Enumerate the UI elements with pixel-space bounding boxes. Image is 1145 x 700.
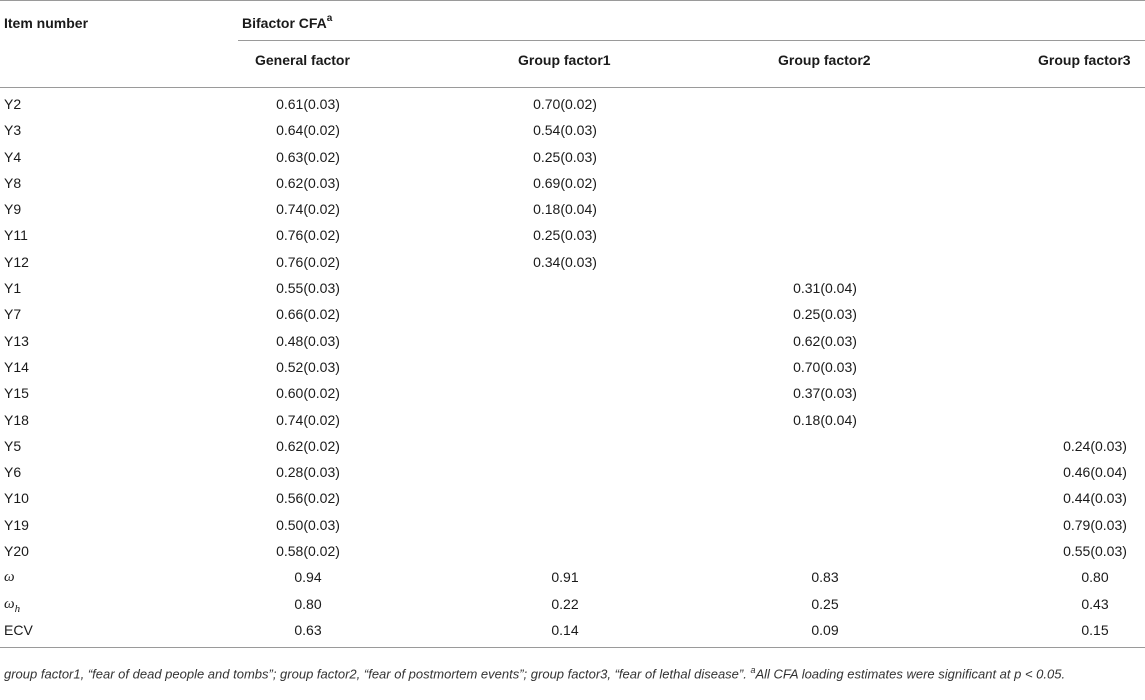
table-row [0, 485, 1145, 511]
col-header-group-factor3: Group factor3 [1038, 52, 1131, 68]
loading-cell: 0.37(0.03) [793, 385, 857, 402]
loading-cell: 0.74(0.02) [276, 411, 340, 428]
group-header-rule [238, 40, 1145, 41]
item-number-header: Item number [4, 15, 89, 31]
item-label: Y2 [4, 96, 22, 112]
loading-cell: 0.56(0.02) [276, 490, 340, 507]
summary-value: 0.25 [811, 595, 839, 612]
table-row [0, 433, 1145, 459]
loading-cell: 0.18(0.04) [533, 201, 597, 218]
summary-row [0, 617, 1145, 643]
summary-value: 0.43 [1081, 595, 1109, 612]
summary-value: 0.80 [294, 595, 322, 612]
table-row [0, 222, 1145, 248]
loading-cell: 0.66(0.02) [276, 306, 340, 323]
table-row [0, 512, 1145, 538]
table-row [0, 459, 1145, 485]
summary-label: $\omega_h$ [4, 595, 21, 615]
table-row [0, 170, 1145, 196]
table-row [0, 275, 1145, 301]
loading-cell: 0.50(0.03) [276, 516, 340, 533]
item-label: Y12 [4, 253, 29, 270]
table-row [0, 301, 1145, 327]
item-label: Y1 [4, 280, 22, 297]
loading-cell: 0.55(0.03) [1063, 543, 1127, 560]
loading-cell: 0.54(0.03) [533, 122, 597, 139]
loading-cell: 0.25(0.03) [533, 227, 597, 244]
loading-cell: 0.25(0.03) [533, 148, 597, 165]
table-row [0, 91, 1145, 117]
summary-value: 0.80 [1081, 569, 1109, 586]
table-body [0, 91, 1145, 643]
footnote-marker: a [326, 13, 333, 24]
table-row [0, 538, 1145, 564]
loading-cell: 0.18(0.04) [793, 411, 857, 428]
loading-cell: 0.79(0.03) [1063, 516, 1127, 533]
summary-label: ω [4, 569, 15, 586]
item-label: Y14 [4, 358, 29, 375]
item-label: Y10 [4, 490, 29, 507]
item-label: Y6 [4, 464, 22, 481]
item-label: Y11 [4, 227, 28, 244]
summary-value: 0.15 [1081, 621, 1109, 638]
table-row [0, 354, 1145, 380]
summary-label: ECV [4, 621, 33, 638]
loading-cell: 0.44(0.03) [1063, 490, 1127, 507]
loading-cell: 0.63(0.02) [276, 148, 340, 165]
summary-value: 0.14 [551, 621, 579, 638]
loading-cell: 0.24(0.03) [1063, 437, 1127, 454]
loading-cell: 0.34(0.03) [533, 253, 597, 270]
loading-cell: 0.52(0.03) [276, 358, 340, 375]
col-header-group-factor1: Group factor1 [518, 52, 611, 68]
bifactor-cfa-header: Bifactor CFA$^a$ [242, 13, 333, 31]
item-label: Y8 [4, 174, 22, 191]
loading-cell: 0.60(0.02) [276, 385, 340, 402]
loading-cell: 0.62(0.03) [276, 174, 340, 191]
loading-cell: 0.69(0.02) [533, 174, 597, 191]
loading-cell: 0.62(0.03) [793, 332, 857, 349]
summary-value: 0.91 [551, 569, 579, 586]
table-row [0, 249, 1145, 275]
item-label: Y15 [4, 385, 29, 402]
item-label: Y20 [4, 543, 29, 560]
item-label: Y9 [4, 201, 22, 218]
loading-cell: 0.55(0.03) [276, 280, 340, 297]
loading-cell: 0.25(0.03) [793, 306, 857, 323]
loading-cell: 0.76(0.02) [276, 227, 340, 244]
item-label: Y19 [4, 516, 29, 533]
table-bottom-rule [0, 647, 1145, 648]
loading-cell: 0.48(0.03) [276, 332, 340, 349]
col-header-general-factor: General factor [255, 52, 350, 68]
item-label: Y3 [4, 122, 22, 139]
table-row [0, 407, 1145, 433]
item-label: Y7 [4, 306, 22, 323]
loading-cell: 0.70(0.02) [533, 96, 597, 112]
summary-row [0, 591, 1145, 617]
summary-value: 0.94 [294, 569, 322, 586]
item-label: Y5 [4, 437, 22, 454]
loading-cell: 0.62(0.02) [276, 437, 340, 454]
loading-cell: 0.70(0.03) [793, 358, 857, 375]
table-row [0, 196, 1145, 222]
loading-cell: 0.61(0.03) [276, 96, 340, 112]
loading-cell: 0.76(0.02) [276, 253, 340, 270]
table-footnote: group factor1, “fear of dead people and tombs”; group factor2, “fear of postmortem events”; group factor3, “fear of lethal disease”. $^a$All CFA loading estimates were significant at p < 0.05. [4, 665, 1066, 682]
item-label: Y13 [4, 332, 29, 349]
table-row [0, 117, 1145, 143]
loading-cell: 0.58(0.02) [276, 543, 340, 560]
loading-cell: 0.28(0.03) [276, 464, 340, 481]
table-row [0, 328, 1145, 354]
table-row [0, 380, 1145, 406]
table-row [0, 144, 1145, 170]
summary-value: 0.09 [811, 621, 839, 638]
summary-row [0, 564, 1145, 590]
col-header-group-factor2: Group factor2 [778, 52, 871, 68]
item-label: Y4 [4, 148, 22, 165]
summary-value: 0.83 [811, 569, 839, 586]
loading-cell: 0.31(0.04) [793, 280, 857, 297]
table-top-rule [0, 0, 1145, 1]
summary-value: 0.22 [551, 595, 579, 612]
header-bottom-rule [0, 87, 1145, 88]
loading-cell: 0.64(0.02) [276, 122, 340, 139]
loading-cell: 0.74(0.02) [276, 201, 340, 218]
loading-cell: 0.46(0.04) [1063, 464, 1127, 481]
item-label: Y18 [4, 411, 29, 428]
summary-value: 0.63 [294, 621, 322, 638]
